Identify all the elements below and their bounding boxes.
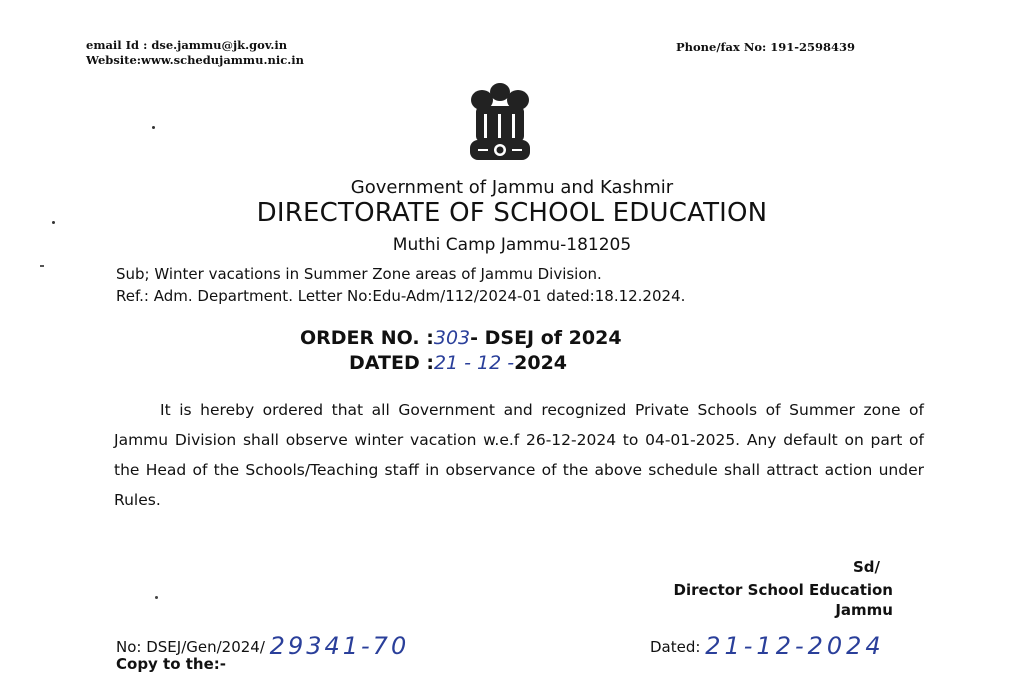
website: Website:www.schedujammu.nic.in xyxy=(86,53,304,67)
order-date xyxy=(349,352,567,374)
dated-handwritten: 21 - 12 - xyxy=(433,352,515,374)
dispatch-number-handwritten: 29341-70 xyxy=(269,632,410,660)
email-id: email Id : dse.jammu@jk.gov.in xyxy=(86,38,288,52)
order-number-handwritten: 303 xyxy=(433,327,471,349)
dispatch-number xyxy=(116,630,409,658)
order-prefix: ORDER NO. : xyxy=(300,327,434,349)
dispatch-prefix: No: DSEJ/Gen/2024/ xyxy=(116,638,265,656)
scan-speck xyxy=(155,596,158,599)
scan-speck xyxy=(152,126,155,129)
dispatch-date xyxy=(650,630,885,658)
signature-block xyxy=(617,580,893,620)
subject-line: Sub; Winter vacations in Summer Zone areas of Jammu Division. xyxy=(116,265,602,283)
directorate-title: DIRECTORATE OF SCHOOL EDUCATION xyxy=(256,198,768,228)
government-title: Government of Jammu and Kashmir xyxy=(350,177,674,198)
order-number xyxy=(300,327,622,349)
order-suffix: - DSEJ of 2024 xyxy=(470,327,622,349)
signature-place: Jammu xyxy=(835,601,893,619)
dated-prefix: DATED : xyxy=(349,352,434,374)
dispatch-date-handwritten: 21-12-2024 xyxy=(705,632,885,660)
signature-sd: Sd/ xyxy=(853,558,881,576)
dated-year: 2024 xyxy=(514,352,568,374)
phone-fax: Phone/fax No: 191-2598439 xyxy=(676,40,856,54)
signature-designation: Director School Education xyxy=(673,581,893,599)
copy-to-heading: Copy to the:- xyxy=(116,655,226,673)
order-body: It is hereby ordered that all Government and recognized Private Schools of Summer zone of Jammu Division shall observe winter vacation w.e.f 26-12-2024 to 04-01-2025. Any default on part of the Head of the Schools/Teaching staff in observance of the above schedule shall attract action under Rules. xyxy=(114,401,924,509)
scan-speck xyxy=(40,265,44,267)
state-emblem-icon xyxy=(462,78,538,174)
directorate-address: Muthi Camp Jammu-181205 xyxy=(392,235,632,255)
reference-line: Ref.: Adm. Department. Letter No:Edu-Adm/112/2024-01 dated:18.12.2024. xyxy=(116,287,686,305)
dispatch-date-label: Dated: xyxy=(650,638,701,656)
